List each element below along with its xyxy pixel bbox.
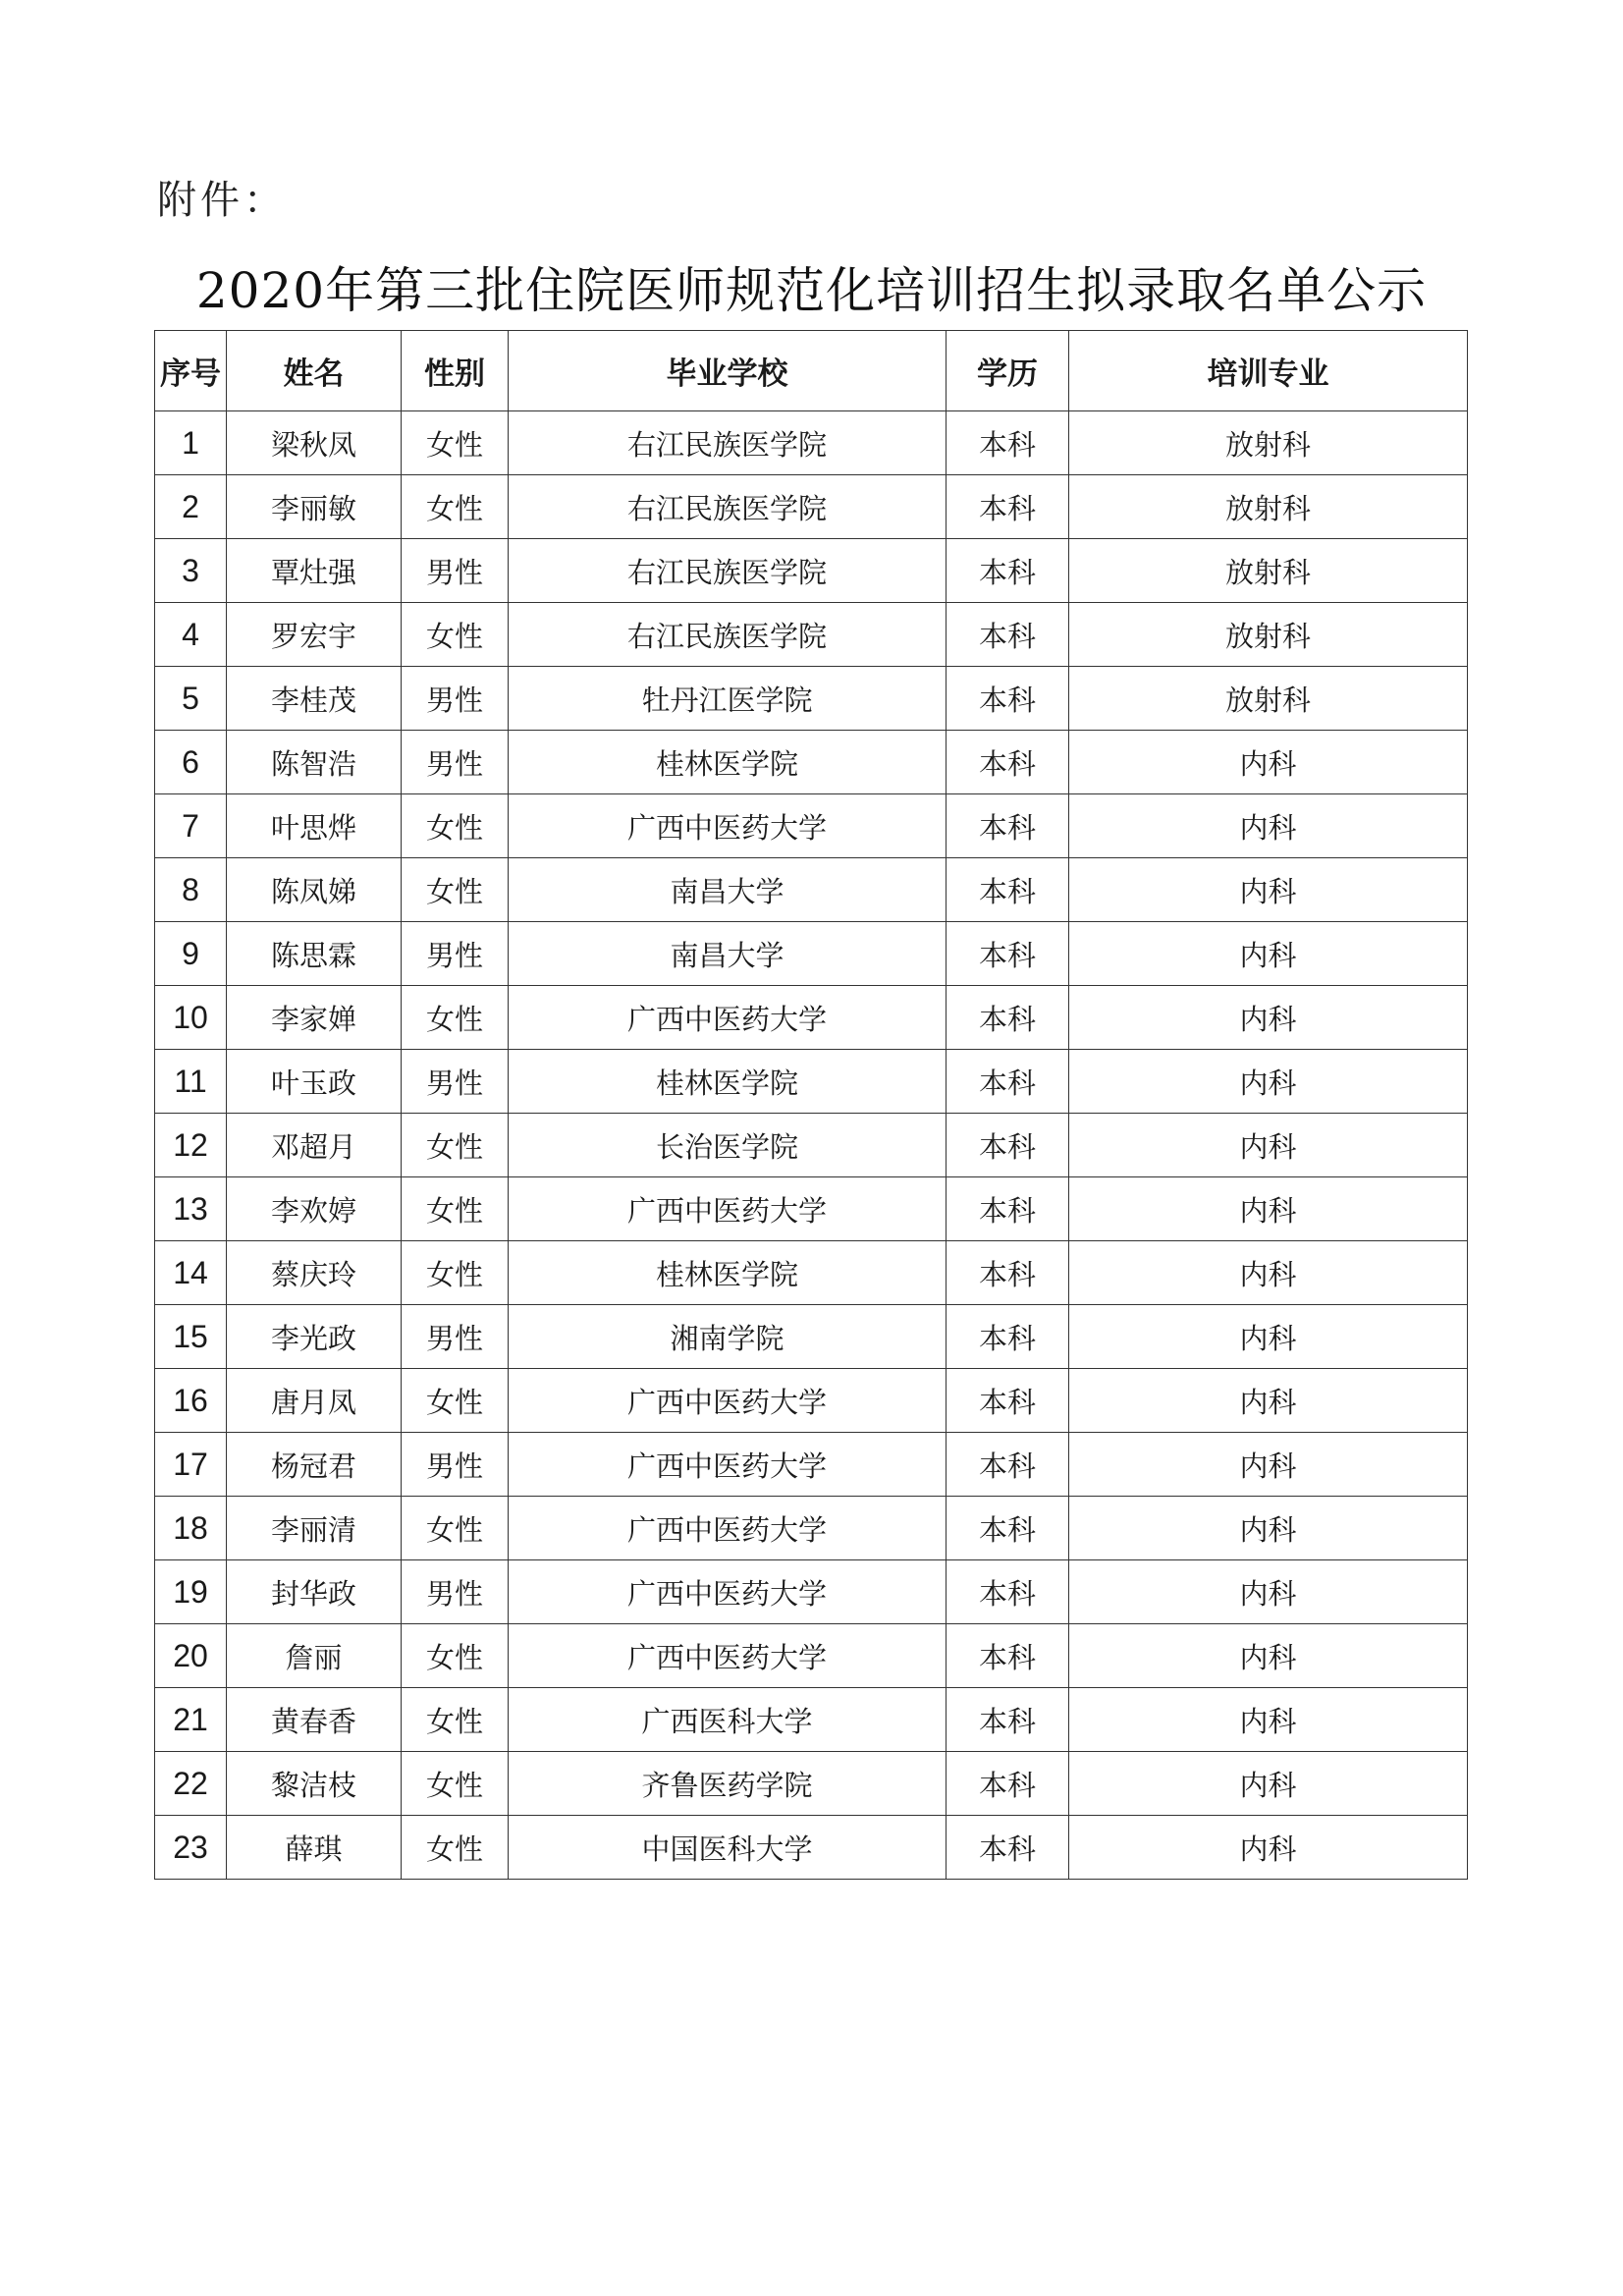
cell-graduate-school: 右江民族医学院 <box>509 539 947 603</box>
cell-graduate-school: 桂林医学院 <box>509 731 947 794</box>
table-row <box>155 1497 1468 1560</box>
cell-education: 本科 <box>947 667 1069 731</box>
cell-graduate-school: 牡丹江医学院 <box>509 667 947 731</box>
cell-name: 陈智浩 <box>227 731 402 794</box>
cell-serial-number: 23 <box>155 1816 227 1880</box>
cell-graduate-school: 长治医学院 <box>509 1114 947 1177</box>
cell-serial-number: 12 <box>155 1114 227 1177</box>
cell-training-specialty: 放射科 <box>1069 539 1468 603</box>
cell-name: 邓超月 <box>227 1114 402 1177</box>
cell-training-specialty: 放射科 <box>1069 603 1468 667</box>
cell-training-specialty: 内科 <box>1069 1560 1468 1624</box>
cell-training-specialty: 内科 <box>1069 1433 1468 1497</box>
cell-graduate-school: 中国医科大学 <box>509 1816 947 1880</box>
cell-graduate-school: 广西医科大学 <box>509 1688 947 1752</box>
cell-name: 唐月凤 <box>227 1369 402 1433</box>
header-serial-number: 序号 <box>155 331 227 411</box>
cell-training-specialty: 内科 <box>1069 1241 1468 1305</box>
cell-name: 封华政 <box>227 1560 402 1624</box>
cell-gender: 男性 <box>402 731 509 794</box>
cell-gender: 女性 <box>402 603 509 667</box>
cell-graduate-school: 右江民族医学院 <box>509 475 947 539</box>
cell-serial-number: 8 <box>155 858 227 922</box>
header-gender: 性别 <box>402 331 509 411</box>
table-row <box>155 1560 1468 1624</box>
cell-training-specialty: 内科 <box>1069 1305 1468 1369</box>
cell-graduate-school: 右江民族医学院 <box>509 411 947 475</box>
cell-graduate-school: 广西中医药大学 <box>509 986 947 1050</box>
cell-education: 本科 <box>947 1050 1069 1114</box>
table-row <box>155 1177 1468 1241</box>
cell-serial-number: 21 <box>155 1688 227 1752</box>
cell-name: 薛琪 <box>227 1816 402 1880</box>
cell-gender: 女性 <box>402 1497 509 1560</box>
cell-graduate-school: 广西中医药大学 <box>509 1624 947 1688</box>
table-row <box>155 475 1468 539</box>
cell-serial-number: 15 <box>155 1305 227 1369</box>
cell-training-specialty: 内科 <box>1069 731 1468 794</box>
cell-education: 本科 <box>947 411 1069 475</box>
cell-gender: 男性 <box>402 539 509 603</box>
cell-education: 本科 <box>947 1752 1069 1816</box>
cell-education: 本科 <box>947 1369 1069 1433</box>
cell-graduate-school: 广西中医药大学 <box>509 1497 947 1560</box>
cell-gender: 女性 <box>402 1114 509 1177</box>
header-graduate-school: 毕业学校 <box>509 331 947 411</box>
cell-training-specialty: 内科 <box>1069 1177 1468 1241</box>
cell-gender: 女性 <box>402 794 509 858</box>
cell-name: 陈凤娣 <box>227 858 402 922</box>
cell-serial-number: 10 <box>155 986 227 1050</box>
table-row <box>155 1624 1468 1688</box>
cell-training-specialty: 内科 <box>1069 1114 1468 1177</box>
cell-serial-number: 16 <box>155 1369 227 1433</box>
cell-name: 覃灶强 <box>227 539 402 603</box>
cell-serial-number: 14 <box>155 1241 227 1305</box>
cell-gender: 男性 <box>402 1433 509 1497</box>
cell-graduate-school: 南昌大学 <box>509 922 947 986</box>
cell-graduate-school: 广西中医药大学 <box>509 1177 947 1241</box>
cell-training-specialty: 内科 <box>1069 1624 1468 1688</box>
cell-gender: 男性 <box>402 667 509 731</box>
cell-education: 本科 <box>947 1433 1069 1497</box>
cell-gender: 女性 <box>402 411 509 475</box>
cell-training-specialty: 内科 <box>1069 1816 1468 1880</box>
cell-education: 本科 <box>947 794 1069 858</box>
table-row <box>155 1688 1468 1752</box>
cell-training-specialty: 内科 <box>1069 1497 1468 1560</box>
cell-graduate-school: 南昌大学 <box>509 858 947 922</box>
admission-list-table <box>154 330 1468 1880</box>
cell-education: 本科 <box>947 1305 1069 1369</box>
cell-education: 本科 <box>947 1114 1069 1177</box>
table-row <box>155 411 1468 475</box>
table-row <box>155 986 1468 1050</box>
cell-gender: 女性 <box>402 1816 509 1880</box>
cell-graduate-school: 湘南学院 <box>509 1305 947 1369</box>
cell-education: 本科 <box>947 858 1069 922</box>
cell-name: 李家婵 <box>227 986 402 1050</box>
table-header-row <box>155 331 1468 411</box>
table-row <box>155 858 1468 922</box>
table-row <box>155 603 1468 667</box>
table-row <box>155 1241 1468 1305</box>
cell-graduate-school: 广西中医药大学 <box>509 794 947 858</box>
cell-name: 黎洁枝 <box>227 1752 402 1816</box>
cell-training-specialty: 内科 <box>1069 922 1468 986</box>
table-row <box>155 1752 1468 1816</box>
cell-graduate-school: 桂林医学院 <box>509 1241 947 1305</box>
cell-gender: 女性 <box>402 986 509 1050</box>
cell-name: 蔡庆玲 <box>227 1241 402 1305</box>
cell-education: 本科 <box>947 1241 1069 1305</box>
table-row <box>155 539 1468 603</box>
cell-education: 本科 <box>947 603 1069 667</box>
cell-gender: 女性 <box>402 1241 509 1305</box>
cell-graduate-school: 右江民族医学院 <box>509 603 947 667</box>
cell-education: 本科 <box>947 475 1069 539</box>
header-education: 学历 <box>947 331 1069 411</box>
header-training-specialty: 培训专业 <box>1069 331 1468 411</box>
cell-education: 本科 <box>947 1624 1069 1688</box>
cell-name: 梁秋凤 <box>227 411 402 475</box>
cell-training-specialty: 内科 <box>1069 1688 1468 1752</box>
cell-gender: 女性 <box>402 1624 509 1688</box>
cell-serial-number: 18 <box>155 1497 227 1560</box>
cell-name: 李桂茂 <box>227 667 402 731</box>
attachment-label: 附件： <box>157 178 287 223</box>
cell-name: 陈思霖 <box>227 922 402 986</box>
cell-training-specialty: 放射科 <box>1069 475 1468 539</box>
document-title: 2020年第三批住院医师规范化培训招生拟录取名单公示 <box>195 262 1428 319</box>
cell-name: 叶玉政 <box>227 1050 402 1114</box>
cell-training-specialty: 内科 <box>1069 1752 1468 1816</box>
table-row <box>155 1050 1468 1114</box>
cell-gender: 女性 <box>402 1369 509 1433</box>
table-row <box>155 1816 1468 1880</box>
cell-serial-number: 22 <box>155 1752 227 1816</box>
cell-name: 李丽清 <box>227 1497 402 1560</box>
cell-gender: 女性 <box>402 1177 509 1241</box>
cell-graduate-school: 广西中医药大学 <box>509 1560 947 1624</box>
cell-serial-number: 19 <box>155 1560 227 1624</box>
cell-serial-number: 1 <box>155 411 227 475</box>
cell-serial-number: 5 <box>155 667 227 731</box>
cell-gender: 女性 <box>402 1752 509 1816</box>
cell-education: 本科 <box>947 986 1069 1050</box>
cell-training-specialty: 内科 <box>1069 1369 1468 1433</box>
cell-gender: 男性 <box>402 1050 509 1114</box>
cell-name: 叶思烨 <box>227 794 402 858</box>
cell-training-specialty: 内科 <box>1069 794 1468 858</box>
cell-serial-number: 2 <box>155 475 227 539</box>
cell-serial-number: 20 <box>155 1624 227 1688</box>
header-name: 姓名 <box>227 331 402 411</box>
cell-gender: 男性 <box>402 1305 509 1369</box>
cell-serial-number: 11 <box>155 1050 227 1114</box>
cell-graduate-school: 广西中医药大学 <box>509 1433 947 1497</box>
table-row <box>155 794 1468 858</box>
cell-serial-number: 17 <box>155 1433 227 1497</box>
cell-serial-number: 3 <box>155 539 227 603</box>
table-row <box>155 1305 1468 1369</box>
cell-name: 罗宏宇 <box>227 603 402 667</box>
cell-graduate-school: 广西中医药大学 <box>509 1369 947 1433</box>
cell-education: 本科 <box>947 922 1069 986</box>
table-row <box>155 1114 1468 1177</box>
cell-gender: 女性 <box>402 475 509 539</box>
cell-education: 本科 <box>947 1816 1069 1880</box>
cell-graduate-school: 齐鲁医药学院 <box>509 1752 947 1816</box>
cell-serial-number: 4 <box>155 603 227 667</box>
cell-education: 本科 <box>947 1688 1069 1752</box>
cell-training-specialty: 放射科 <box>1069 411 1468 475</box>
cell-training-specialty: 内科 <box>1069 986 1468 1050</box>
table-row <box>155 1433 1468 1497</box>
cell-education: 本科 <box>947 539 1069 603</box>
cell-education: 本科 <box>947 731 1069 794</box>
table-row <box>155 731 1468 794</box>
cell-name: 李欢婷 <box>227 1177 402 1241</box>
table-row <box>155 922 1468 986</box>
table-row <box>155 667 1468 731</box>
cell-serial-number: 7 <box>155 794 227 858</box>
cell-gender: 女性 <box>402 1688 509 1752</box>
cell-education: 本科 <box>947 1560 1069 1624</box>
cell-serial-number: 13 <box>155 1177 227 1241</box>
cell-name: 杨冠君 <box>227 1433 402 1497</box>
cell-gender: 男性 <box>402 922 509 986</box>
cell-education: 本科 <box>947 1497 1069 1560</box>
cell-training-specialty: 内科 <box>1069 858 1468 922</box>
table-body <box>155 411 1468 1880</box>
cell-graduate-school: 桂林医学院 <box>509 1050 947 1114</box>
cell-gender: 女性 <box>402 858 509 922</box>
cell-name: 黄春香 <box>227 1688 402 1752</box>
table-row <box>155 1369 1468 1433</box>
cell-name: 詹丽 <box>227 1624 402 1688</box>
cell-gender: 男性 <box>402 1560 509 1624</box>
cell-name: 李光政 <box>227 1305 402 1369</box>
cell-serial-number: 9 <box>155 922 227 986</box>
cell-serial-number: 6 <box>155 731 227 794</box>
cell-training-specialty: 放射科 <box>1069 667 1468 731</box>
cell-training-specialty: 内科 <box>1069 1050 1468 1114</box>
cell-education: 本科 <box>947 1177 1069 1241</box>
cell-name: 李丽敏 <box>227 475 402 539</box>
